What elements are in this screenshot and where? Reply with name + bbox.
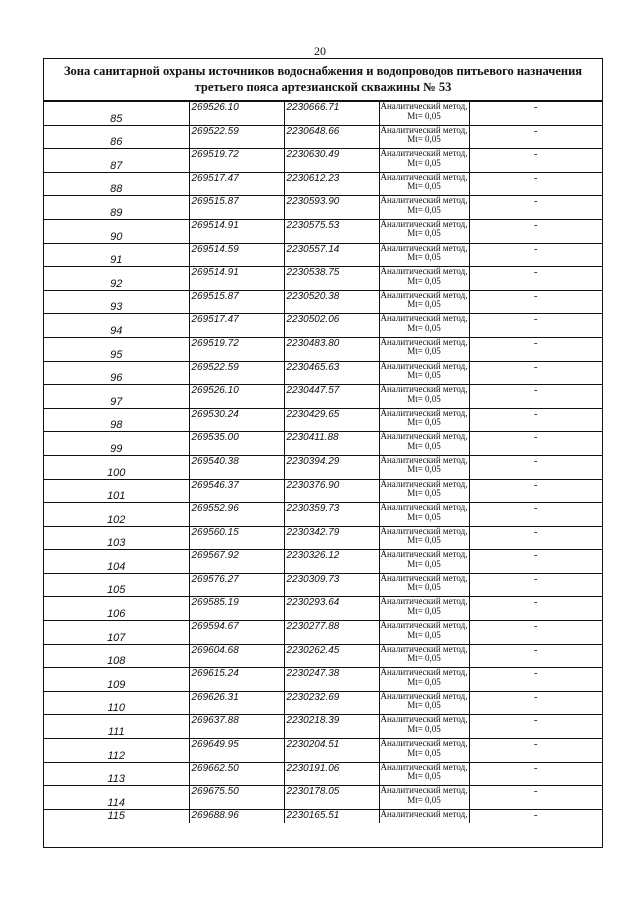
table-row: [44, 102, 602, 126]
method-cell: [379, 102, 469, 126]
method-name: Аналитический метод,: [380, 290, 468, 300]
method-name: Аналитический метод,: [380, 125, 468, 135]
coordinate-y: 2230630.49: [284, 149, 379, 173]
method-name: Аналитический метод,: [380, 361, 468, 371]
method-accuracy: Mt= 0,05: [407, 417, 441, 428]
description-dash: -: [469, 715, 602, 739]
table-row: [44, 762, 602, 786]
coordinates-table: [44, 101, 602, 823]
point-number: 99: [44, 432, 189, 456]
method-cell: [379, 762, 469, 786]
table-row: [44, 361, 602, 385]
table-row: [44, 337, 602, 361]
table-row: [44, 267, 602, 291]
method-cell: [379, 172, 469, 196]
method-cell: [379, 149, 469, 173]
description-dash: -: [469, 573, 602, 597]
method-accuracy: Mt= 0,05: [407, 322, 441, 333]
method-cell: [379, 573, 469, 597]
table-row: [44, 172, 602, 196]
table-row: [44, 691, 602, 715]
coordinate-y: 2230359.73: [284, 503, 379, 527]
coordinate-y: 2230465.63: [284, 361, 379, 385]
point-number: 111: [44, 715, 189, 739]
description-dash: -: [469, 762, 602, 786]
method-name: Аналитический метод,: [380, 596, 468, 607]
coordinate-y: 2230483.80: [284, 337, 379, 361]
method-cell: [379, 526, 469, 550]
coordinate-y: 2230447.57: [284, 385, 379, 409]
method-name: Аналитический метод,: [380, 455, 468, 465]
coordinate-y: 2230165.51: [284, 809, 379, 823]
coordinate-x: 269604.68: [189, 644, 284, 668]
method-cell: [379, 455, 469, 479]
description-dash: -: [469, 691, 602, 715]
method-accuracy: Mt= 0,05: [407, 653, 441, 664]
method-name: Аналитический метод,: [380, 101, 468, 111]
point-number: 114: [44, 786, 189, 810]
description-dash: -: [469, 314, 602, 338]
method-accuracy: Mt= 0,05: [407, 370, 441, 381]
page-number: 20: [314, 44, 326, 58]
method-cell: [379, 479, 469, 503]
point-number: 90: [44, 219, 189, 243]
method-cell: [379, 243, 469, 267]
method-cell: [379, 503, 469, 527]
coordinate-x: 269594.67: [189, 621, 284, 645]
method-cell: [379, 597, 469, 621]
table-row: [44, 786, 602, 810]
title-line-1: Зона санитарной охраны источников водоснабжения и водопроводов питьевого назначения: [63, 64, 583, 78]
point-number: 88: [44, 172, 189, 196]
description-dash: -: [469, 385, 602, 409]
method-accuracy: Mt= 0,05: [407, 252, 441, 263]
method-cell: [379, 314, 469, 338]
point-number: 92: [44, 267, 189, 291]
table-row: [44, 125, 602, 149]
table-row: [44, 809, 602, 823]
coordinate-x: 269626.31: [189, 691, 284, 715]
description-dash: -: [469, 172, 602, 196]
document-title: [44, 59, 602, 101]
table-row: [44, 432, 602, 456]
method-accuracy: Mt= 0,05: [407, 794, 441, 805]
method-accuracy: Mt= 0,05: [407, 723, 441, 734]
method-accuracy: Mt= 0,05: [407, 204, 441, 215]
point-number: 106: [44, 597, 189, 621]
table-row: [44, 597, 602, 621]
table-row: [44, 526, 602, 550]
description-dash: -: [469, 668, 602, 692]
coordinate-y: 2230429.65: [284, 408, 379, 432]
method-name: Аналитический метод,: [380, 667, 468, 678]
description-dash: -: [469, 644, 602, 668]
method-name: Аналитический метод,: [380, 219, 468, 229]
point-number: 98: [44, 408, 189, 432]
point-number: 103: [44, 526, 189, 550]
method-accuracy: Mt= 0,05: [407, 275, 441, 286]
method-name: Аналитический метод,: [380, 195, 468, 206]
coordinate-y: 2230309.73: [284, 573, 379, 597]
coordinate-y: 2230204.51: [284, 739, 379, 763]
method-name: Аналитический метод,: [380, 337, 468, 347]
coordinate-x: 269567.92: [189, 550, 284, 574]
description-dash: -: [469, 267, 602, 291]
method-cell: [379, 668, 469, 692]
method-accuracy: Mt= 0,05: [407, 110, 441, 121]
method-name: Аналитический метод,: [380, 384, 468, 395]
coordinate-x: 269662.50: [189, 762, 284, 786]
method-accuracy: Mt= 0,05: [407, 181, 441, 192]
description-dash: -: [469, 455, 602, 479]
coordinate-y: 2230342.79: [284, 526, 379, 550]
point-number: 105: [44, 573, 189, 597]
coordinate-x: 269576.27: [189, 573, 284, 597]
point-number: 95: [44, 337, 189, 361]
table-row: [44, 243, 602, 267]
method-cell: [379, 550, 469, 574]
coordinate-y: 2230520.38: [284, 290, 379, 314]
method-accuracy: Mt= 0,05: [407, 228, 441, 239]
method-accuracy: Mt= 0,05: [407, 157, 441, 168]
method-name: Аналитический метод,: [380, 738, 468, 749]
point-number: 91: [44, 243, 189, 267]
method-accuracy: Mt= 0,05: [407, 488, 441, 498]
table-row: [44, 644, 602, 668]
method-accuracy: Mt= 0,05: [407, 629, 441, 640]
point-number: 108: [44, 644, 189, 668]
table-row: [44, 219, 602, 243]
point-number: 113: [44, 762, 189, 786]
method-cell: [379, 715, 469, 739]
coordinate-y: 2230593.90: [284, 196, 379, 220]
table-row: [44, 739, 602, 763]
table-row: [44, 503, 602, 527]
table-row: [44, 149, 602, 173]
coordinate-x: 269546.37: [189, 479, 284, 503]
method-accuracy: Mt= 0,05: [407, 676, 441, 687]
table-row: [44, 573, 602, 597]
coordinate-y: 2230218.39: [284, 715, 379, 739]
coordinate-x: 269530.24: [189, 408, 284, 432]
method-accuracy: Mt= 0,05: [407, 511, 441, 522]
method-name: Аналитический метод,: [380, 549, 468, 560]
method-name: Аналитический метод,: [380, 313, 468, 324]
coordinate-x: 269522.59: [189, 361, 284, 385]
description-dash: -: [469, 102, 602, 126]
method-cell: [379, 196, 469, 220]
coordinate-x: 269515.87: [189, 196, 284, 220]
coordinate-y: 2230293.64: [284, 597, 379, 621]
table-row: [44, 314, 602, 338]
method-accuracy: Mt= 0,05: [407, 747, 441, 758]
method-cell: [379, 621, 469, 645]
coordinate-y: 2230575.53: [284, 219, 379, 243]
description-dash: -: [469, 149, 602, 173]
method-cell: [379, 337, 469, 361]
point-number: 93: [44, 290, 189, 314]
description-dash: -: [469, 739, 602, 763]
description-dash: -: [469, 125, 602, 149]
description-dash: -: [469, 479, 602, 503]
title-line-2: третьего пояса артезианской скважины № 53: [194, 80, 452, 94]
method-name: Аналитический метод,: [380, 620, 468, 631]
coordinate-y: 2230502.06: [284, 314, 379, 338]
method-accuracy: Mt= 0,05: [407, 582, 441, 593]
point-number: 87: [44, 149, 189, 173]
point-number: 94: [44, 314, 189, 338]
table-row: [44, 621, 602, 645]
method-cell: [379, 408, 469, 432]
coordinate-y: 2230557.14: [284, 243, 379, 267]
point-number: 85: [44, 102, 189, 126]
method-accuracy: Mt= 0,05: [407, 134, 441, 145]
table-row: [44, 455, 602, 479]
coordinate-y: 2230394.29: [284, 455, 379, 479]
method-name: Аналитический метод,: [380, 573, 468, 583]
description-dash: -: [469, 503, 602, 527]
method-accuracy: Mt= 0,05: [407, 464, 441, 475]
coordinate-x: 269514.91: [189, 267, 284, 291]
method-cell: [379, 361, 469, 385]
coordinate-x: 269552.96: [189, 503, 284, 527]
coordinate-y: 2230262.45: [284, 644, 379, 668]
point-number: 109: [44, 668, 189, 692]
coordinate-x: 269519.72: [189, 337, 284, 361]
coordinate-x: 269526.10: [189, 385, 284, 409]
description-dash: -: [469, 786, 602, 810]
description-dash: -: [469, 337, 602, 361]
coordinate-x: 269585.19: [189, 597, 284, 621]
table-row: [44, 479, 602, 503]
method-name: Аналитический метод,: [380, 502, 468, 513]
description-dash: -: [469, 196, 602, 220]
coordinate-y: 2230191.06: [284, 762, 379, 786]
method-name: Аналитический метод,: [380, 526, 468, 536]
method-name: Аналитический метод,: [380, 691, 468, 701]
coordinates-document-frame: [43, 58, 603, 848]
method-accuracy: Mt= 0,05: [407, 393, 441, 404]
method-name: Аналитический метод,: [380, 148, 468, 159]
point-number: 89: [44, 196, 189, 220]
point-number: 101: [44, 479, 189, 503]
description-dash: -: [469, 361, 602, 385]
point-number: 100: [44, 455, 189, 479]
table-row: [44, 385, 602, 409]
description-dash: -: [469, 408, 602, 432]
coordinate-y: 2230538.75: [284, 267, 379, 291]
coordinate-x: 269517.47: [189, 172, 284, 196]
coordinate-x: 269517.47: [189, 314, 284, 338]
coordinate-x: 269688.96: [189, 809, 284, 823]
coordinate-x: 269535.00: [189, 432, 284, 456]
coordinate-y: 2230411.88: [284, 432, 379, 456]
description-dash: -: [469, 243, 602, 267]
method-accuracy: Mt= 0,05: [407, 558, 441, 569]
coordinate-y: 2230612.23: [284, 172, 379, 196]
method-name: Аналитический метод,: [380, 644, 468, 654]
method-accuracy: Mt= 0,05: [407, 346, 441, 357]
description-dash: -: [469, 621, 602, 645]
method-accuracy: Mt= 0,05: [407, 700, 441, 711]
table-row: [44, 668, 602, 692]
method-name: Аналитический метод,: [380, 172, 468, 182]
coordinate-y: 2230648.66: [284, 125, 379, 149]
method-cell: [379, 290, 469, 314]
coordinate-x: 269514.59: [189, 243, 284, 267]
method-name: Аналитический метод,: [380, 266, 468, 277]
coordinate-y: 2230178.05: [284, 786, 379, 810]
coordinate-y: 2230666.71: [284, 102, 379, 126]
method-accuracy: Mt= 0,05: [407, 771, 441, 782]
method-cell: [379, 219, 469, 243]
coordinate-x: 269514.91: [189, 219, 284, 243]
method-name: Аналитический метод,: [380, 479, 468, 489]
method-name: Аналитический метод,: [380, 785, 468, 796]
coordinate-x: 269519.72: [189, 149, 284, 173]
method-cell: [379, 739, 469, 763]
description-dash: -: [469, 526, 602, 550]
coordinate-x: 269615.24: [189, 668, 284, 692]
table-row: [44, 715, 602, 739]
point-number: 96: [44, 361, 189, 385]
method-name: Аналитический метод,: [380, 762, 468, 772]
coordinate-y: 2230326.12: [284, 550, 379, 574]
coordinate-x: 269675.50: [189, 786, 284, 810]
point-number: 102: [44, 503, 189, 527]
coordinate-y: 2230376.90: [284, 479, 379, 503]
method-accuracy: Mt= 0,05: [407, 605, 441, 616]
coordinate-x: 269526.10: [189, 102, 284, 126]
method-cell: [379, 644, 469, 668]
coordinate-x: 269522.59: [189, 125, 284, 149]
coordinate-y: 2230277.88: [284, 621, 379, 645]
point-number: 112: [44, 739, 189, 763]
method-name: Аналитический метод,: [380, 408, 468, 418]
method-accuracy: Mt= 0,05: [407, 299, 441, 310]
point-number: 115: [44, 809, 189, 823]
method-cell: [379, 786, 469, 810]
description-dash: -: [469, 550, 602, 574]
method-accuracy: Mt= 0,05: [407, 440, 441, 451]
table-row: [44, 408, 602, 432]
coordinate-x: 269649.95: [189, 739, 284, 763]
coordinate-x: 269515.87: [189, 290, 284, 314]
point-number: 104: [44, 550, 189, 574]
method-cell: [379, 432, 469, 456]
coordinate-x: 269540.38: [189, 455, 284, 479]
description-dash: -: [469, 290, 602, 314]
coordinate-x: 269560.15: [189, 526, 284, 550]
method-name: Аналитический метод,: [380, 714, 468, 725]
method-name: Аналитический метод,: [380, 243, 468, 253]
method-cell: [379, 691, 469, 715]
table-row: [44, 290, 602, 314]
method-cell: [379, 267, 469, 291]
method-cell: [379, 385, 469, 409]
method-name: Аналитический метод,: [380, 431, 468, 442]
point-number: 110: [44, 691, 189, 715]
coordinate-y: 2230247.38: [284, 668, 379, 692]
table-row: [44, 196, 602, 220]
method-cell: [379, 125, 469, 149]
description-dash: -: [469, 432, 602, 456]
method-accuracy: Mt= 0,05: [407, 535, 441, 546]
point-number: 86: [44, 125, 189, 149]
description-dash: -: [469, 597, 602, 621]
coordinate-y: 2230232.69: [284, 691, 379, 715]
description-dash: -: [469, 219, 602, 243]
method-name: Аналитический метод,: [379, 809, 469, 823]
point-number: 107: [44, 621, 189, 645]
description-dash: -: [469, 809, 602, 823]
point-number: 97: [44, 385, 189, 409]
coordinate-x: 269637.88: [189, 715, 284, 739]
table-row: [44, 550, 602, 574]
